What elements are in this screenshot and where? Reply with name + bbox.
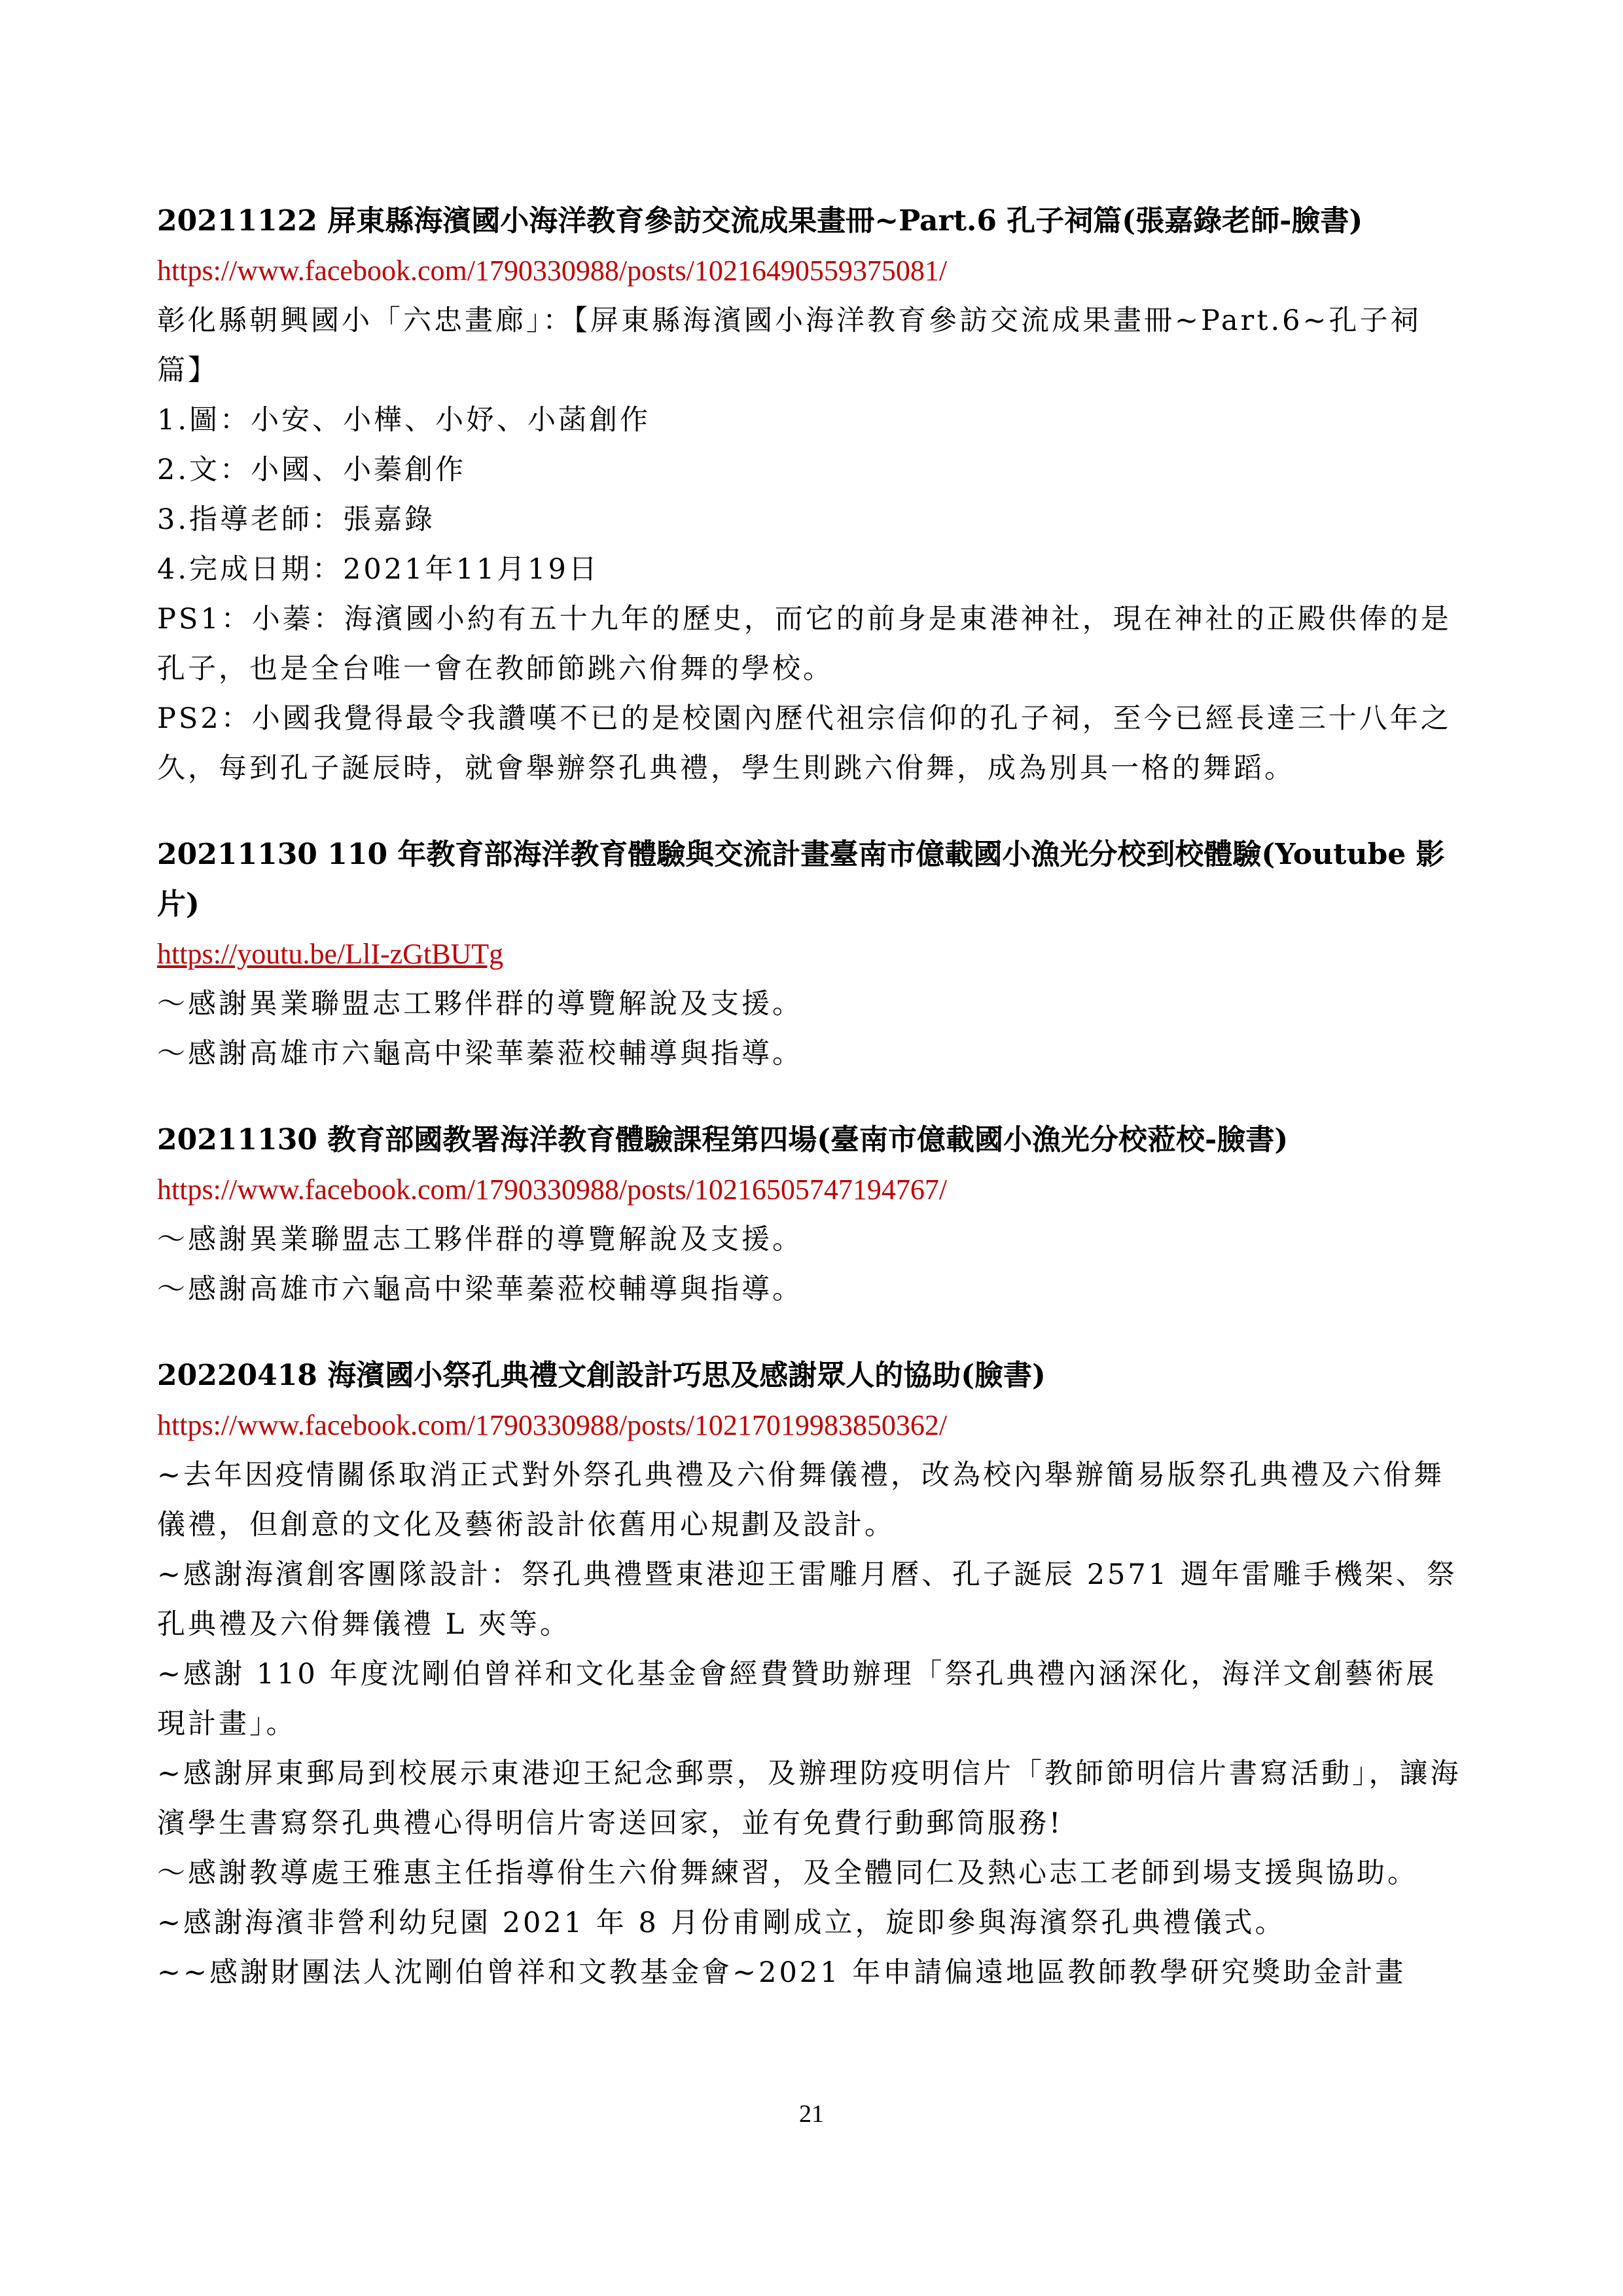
entry-line: ~感謝海濱非營利幼兒園 2021 年 8 月份甫剛成立，旋即參與海濱祭孔典禮儀式。 [157,1907,1286,1939]
youtube-link[interactable]: https://youtu.be/LlI-zGtBUTg [157,938,504,970]
entry-line: 〜感謝高雄市六龜高中梁華蓁蒞校輔導與指導。 [157,1273,803,1306]
entry-line: 〜感謝高雄市六龜高中梁華蓁蒞校輔導與指導。 [157,1037,803,1070]
entry-line: PS1：小蓁：海濱國小約有五十九年的歷史，而它的前身是東港神社，現在神社的正殿供俸的是孔子，也是全台唯一會在教師節跳六佾舞的學校。 [157,603,1452,685]
entry-line: PS2：小國我覺得最令我讚嘆不已的是校園內歷代祖宗信仰的孔子祠，至今已經長達三十八年之久，每到孔子誕辰時，就會舉辦祭孔典禮，學生則跳六佾舞，成為別具一格的舞蹈。 [157,702,1452,785]
entry-line: ~去年因疫情關係取消正式對外祭孔典禮及六佾舞儀禮，改為校內舉辦簡易版祭孔典禮及六佾舞儀禮，但創意的文化及藝術設計依舊用心規劃及設計。 [157,1459,1445,1541]
facebook-link[interactable]: https://www.facebook.com/1790330988/posts/10216490559375081/ [157,255,948,287]
entry-line: 〜感謝異業聯盟志工夥伴群的導覽解說及支援。 [157,988,803,1020]
entry-line: 3.指導老師：張嘉錄 [157,503,436,536]
entry-line: 1.圖：小安、小樺、小妤、小菡創作 [157,404,651,437]
entry-line: ~~感謝財團法人沈剛伯曾祥和文教基金會~2021 年申請偏遠地區教師教學研究獎助金計畫 [157,1956,1406,1989]
entry-20220418 [157,1351,1466,1998]
page-number: 21 [799,2100,824,2128]
entry-heading: 20211130 教育部國教署海洋教育體驗課程第四場(臺南市億載國小漁光分校蒞校-臉書) [157,1123,1289,1157]
facebook-link[interactable]: https://www.facebook.com/1790330988/posts/10216505747194767/ [157,1174,948,1206]
page-content [157,196,1466,2034]
entry-20211122 [157,196,1466,793]
entry-line: 彰化縣朝興國小「六忠畫廊」：【屏東縣海濱國小海洋教育參訪交流成果畫冊~Part.6~孔子祠篇】 [157,304,1421,387]
entry-heading: 20211122 屏東縣海濱國小海洋教育參訪交流成果畫冊~Part.6 孔子祠篇(張嘉錄老師-臉書) [157,204,1363,238]
entry-line: ~感謝海濱創客團隊設計：祭孔典禮暨東港迎王雷雕月曆、孔子誕辰 2571 週年雷雕手機架、祭孔典禮及六佾舞儀禮 L 夾等。 [157,1558,1457,1641]
entry-line: 2.文：小國、小蓁創作 [157,454,467,486]
entry-20211130-youtube [157,830,1466,1079]
facebook-link[interactable]: https://www.facebook.com/1790330988/posts/10217019983850362/ [157,1409,948,1441]
entry-line: 〜感謝異業聯盟志工夥伴群的導覽解說及支援。 [157,1223,803,1256]
entry-20211130-facebook [157,1115,1466,1314]
entry-heading: 20220418 海濱國小祭孔典禮文創設計巧思及感謝眾人的協助(臉書) [157,1359,1046,1392]
entry-line: 〜感謝教導處王雅惠主任指導佾生六佾舞練習，及全體同仁及熱心志工老師到場支援與協助。 [157,1857,1418,1890]
entry-line: ~感謝 110 年度沈剛伯曾祥和文化基金會經費贊助辦理「祭孔典禮內涵深化，海洋文創藝術展現計畫」。 [157,1658,1437,1740]
entry-line: 4.完成日期：2021年11月19日 [157,553,599,586]
entry-heading: 20211130 110 年教育部海洋教育體驗與交流計畫臺南市億載國小漁光分校到校體驗(Youtube 影片) [157,838,1445,921]
entry-line: ~感謝屏東郵局到校展示東港迎王紀念郵票，及辦理防疫明信片「教師節明信片書寫活動」，讓海濱學生書寫祭孔典禮心得明信片寄送回家，並有免費行動郵筒服務! [157,1757,1461,1840]
